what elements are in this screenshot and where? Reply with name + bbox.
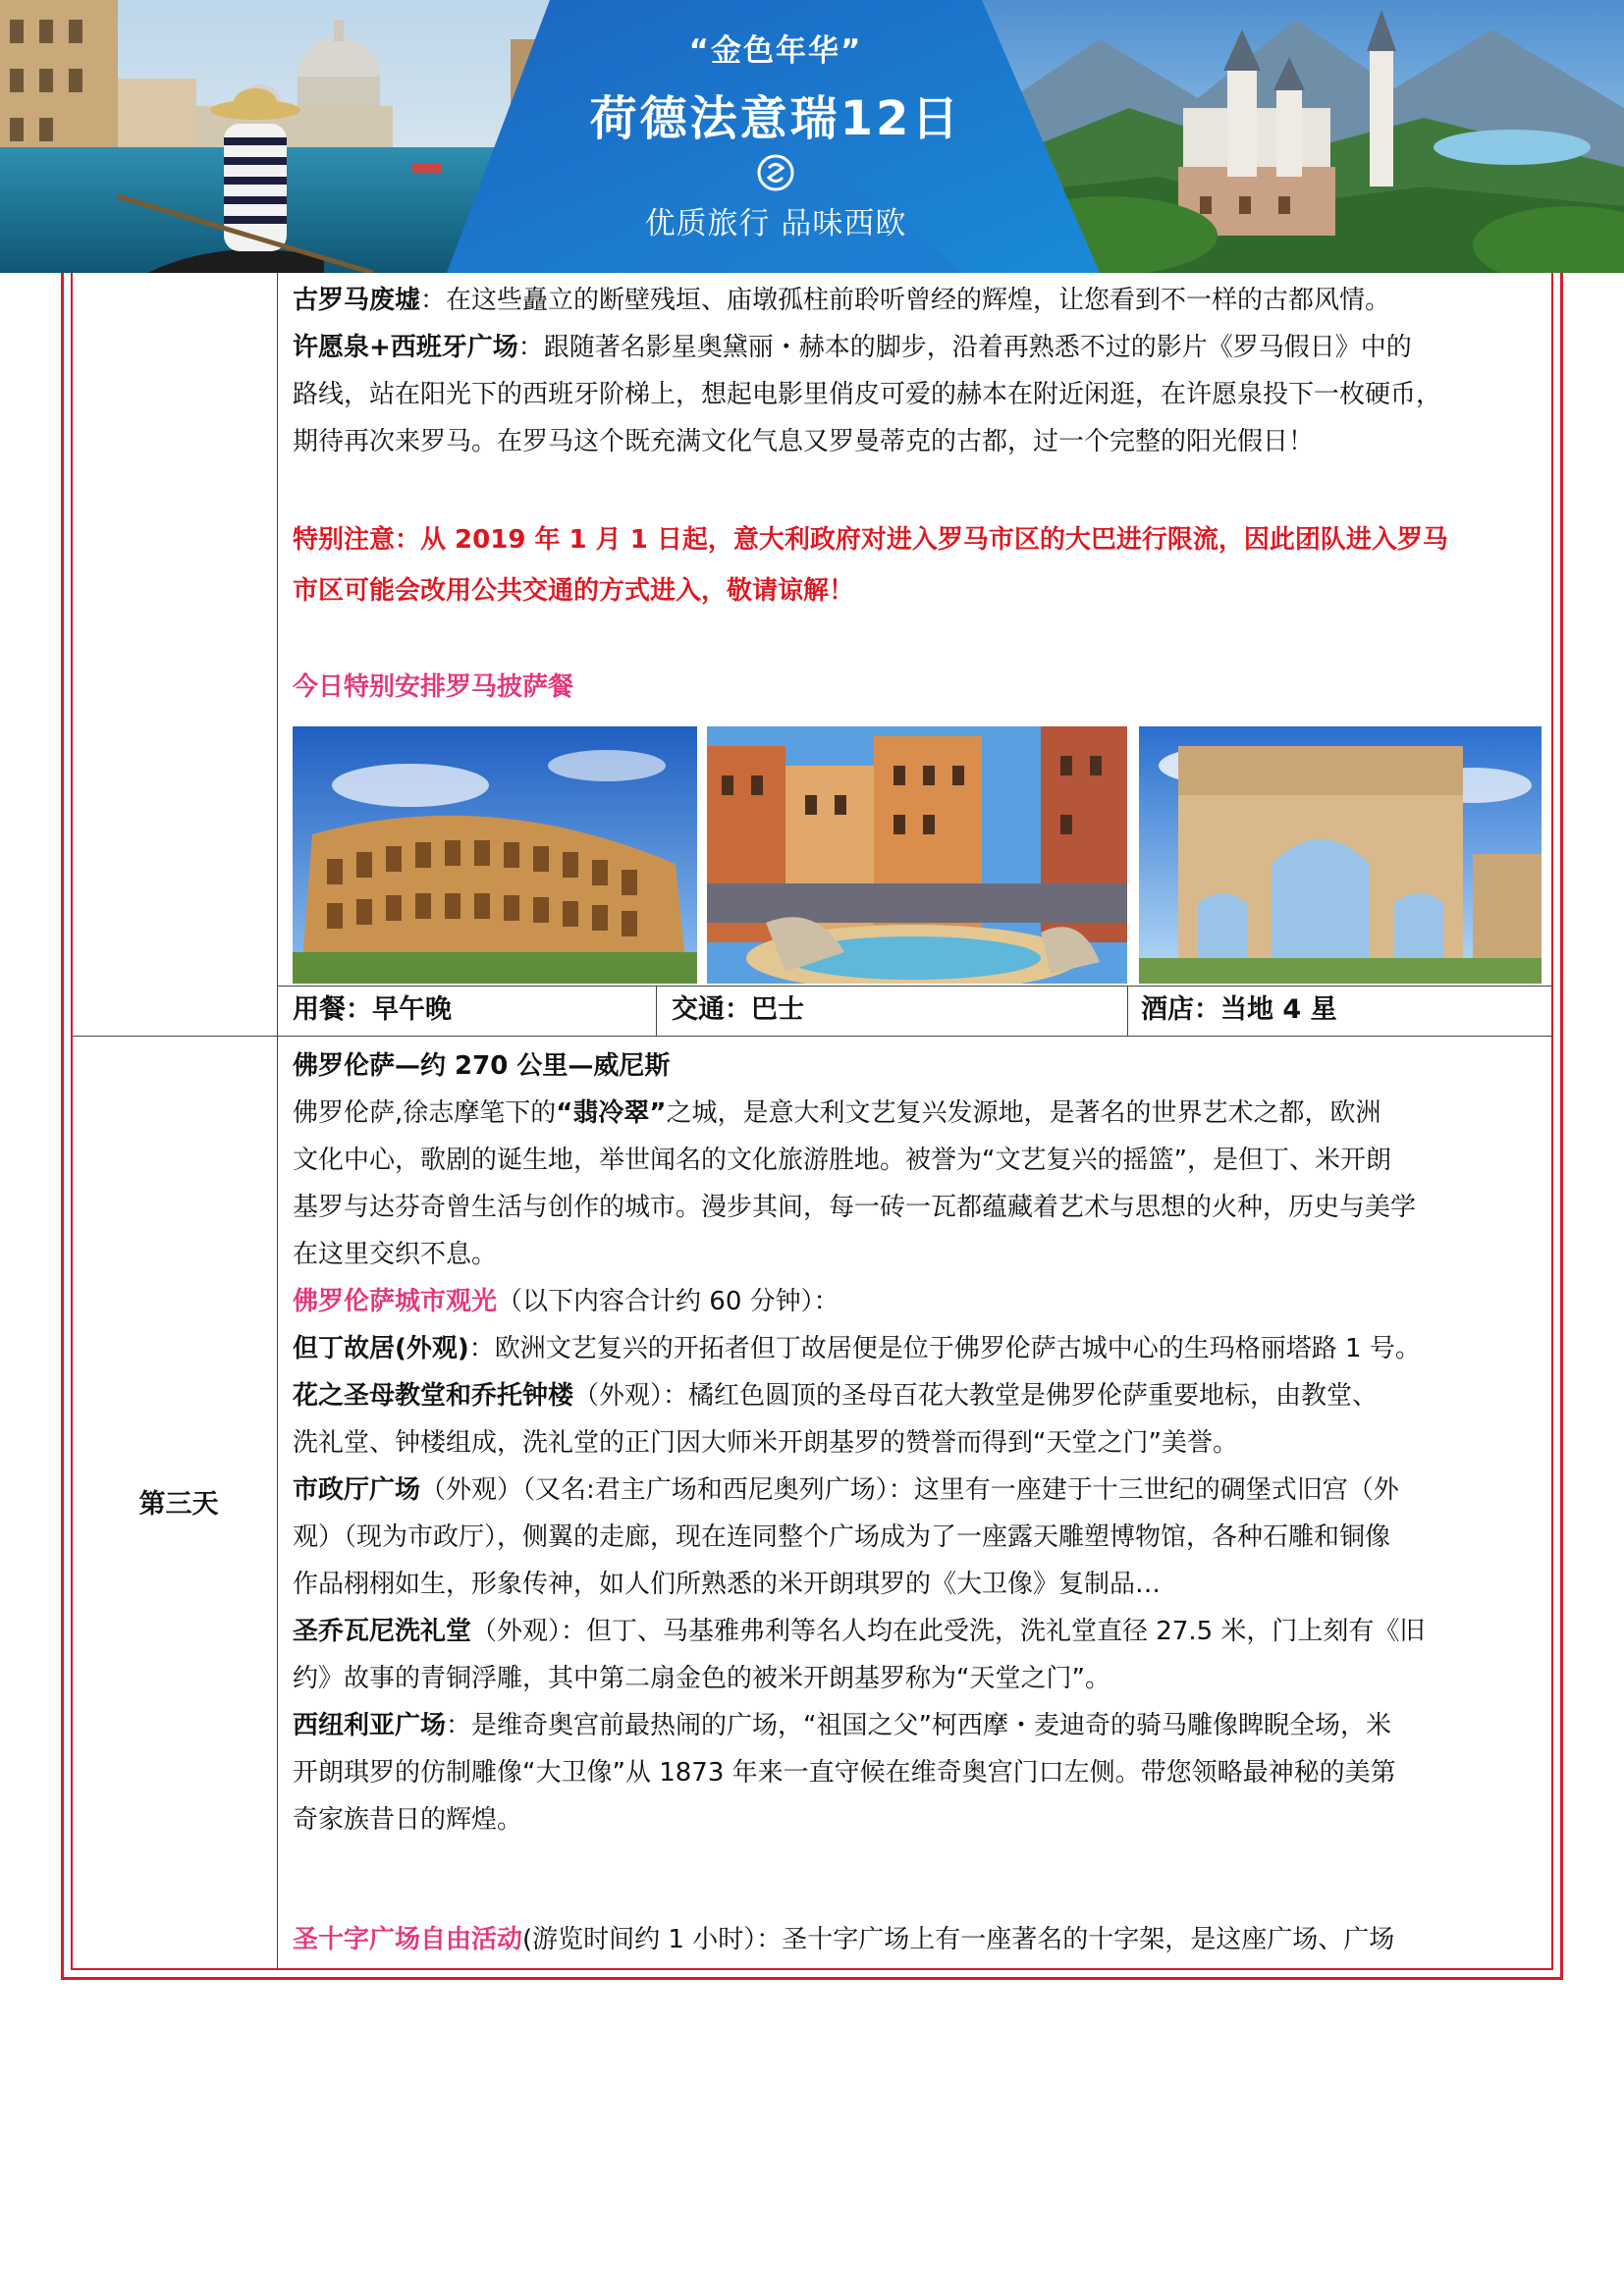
signoria-line3: 作品栩栩如生，形象传神，如人们所熟悉的米开朗琪罗的《大卫像》复制品… [293, 1570, 1162, 1599]
text-baptistery-1: （外观）：但丁、马基雅弗利等名人均在此受洗，洗礼堂直径 27.5 米，门上刻有《旧 [471, 1617, 1426, 1646]
florence-intro-line1 [293, 1090, 1542, 1137]
heading-santa-croce: 圣十字广场自由活动 [293, 1925, 523, 1954]
special-arrangement: 今日特别安排罗马披萨餐 [293, 672, 574, 702]
piazza-line2: 开朗琪罗的仿制雕像“大卫像”从 1873 年来一直守候在维奇奥宫门口左侧。带您领略最神秘的美第 [293, 1758, 1396, 1788]
table-divider-vertical [277, 273, 278, 1970]
day3-route: 佛罗伦萨—约 270 公里—威尼斯 [293, 1051, 671, 1081]
baptistery-line1 [293, 1608, 1542, 1655]
signoria-line1 [293, 1467, 1542, 1514]
hotel-info: 酒店：当地 4 星 [1141, 994, 1337, 1025]
banner-tagline: “金色年华” [688, 33, 863, 69]
text-florence-tour: （以下内容合计约 60 分钟）： [497, 1287, 839, 1316]
intro-text-a: 佛罗伦萨,徐志摩笔下的 [293, 1098, 557, 1128]
paragraph-trevi-line1 [293, 324, 1542, 371]
florence-intro-line3: 基罗与达芬奇曾生活与创作的城市。漫步其间，每一砖一瓦都蕴藏着艺术与思想的火种，历史与美学 [293, 1193, 1417, 1222]
table-rule-meals-top [277, 986, 1553, 987]
heading-duomo: 花之圣母教堂和乔托钟楼 [293, 1381, 574, 1411]
heading-roman-ruins: 古罗马废墟 [293, 286, 421, 315]
text-duomo-1: （外观）：橘红色圆顶的圣母百花大教堂是佛罗伦萨重要地标，由教堂、 [573, 1381, 1379, 1411]
signoria-line2: 观）（现为市政厅），侧翼的走廊，现在连同整个广场成为了一座露天雕塑博物馆，各种石雕和铜像 [293, 1522, 1391, 1552]
brand-logo-icon [530, 153, 1021, 192]
text-santa-croce: (游览时间约 1 小时）：圣十字广场上有一座著名的十字架，是这座广场、广场 [522, 1925, 1395, 1954]
text-trevi-line2: 路线，站在阳光下的西班牙阶梯上，想起电影里俏皮可爱的赫本在附近闲逛，在许愿泉投下一枚硬币， [293, 380, 1442, 409]
text-trevi-line3: 期待再次来罗马。在罗马这个既充满文化气息又罗曼蒂克的古都，过一个完整的阳光假日！ [293, 427, 1315, 456]
intro-highlight: “翡冷翠” [556, 1098, 667, 1128]
text-trevi-line1: ：跟随著名影星奥黛丽・赫本的脚步，沿着再熟悉不过的影片《罗马假日》中的 [517, 333, 1412, 362]
photo-colosseum [293, 726, 697, 984]
text-piazza-1: ：是维奇奥宫前最热闹的广场，“祖国之父”柯西摩・麦迪奇的骑马雕像睥睨全场，米 [446, 1711, 1391, 1740]
heading-signoria: 市政厅广场 [293, 1475, 421, 1505]
notice-line2: 市区可能会改用公共交通的方式进入，敬请谅解！ [293, 576, 855, 606]
table-divider-meal-2 [1127, 986, 1128, 1036]
paragraph-roman-ruins [293, 277, 1542, 324]
header-banner [0, 0, 1624, 273]
florence-tour [293, 1278, 1542, 1325]
heading-trevi-spanish-steps: 许愿泉+西班牙广场 [293, 333, 518, 362]
table-divider-meal-1 [656, 986, 657, 1036]
table-rule-day-separator [73, 1036, 1553, 1037]
florence-intro-line4: 在这里交织不息。 [293, 1240, 498, 1269]
meals-info: 用餐：早午晚 [293, 994, 452, 1025]
heading-piazza: 西纽利亚广场 [293, 1711, 447, 1740]
dante-house [293, 1325, 1542, 1372]
heading-dante-house: 但丁故居(外观) [293, 1334, 469, 1363]
heading-baptistery: 圣乔瓦尼洗礼堂 [293, 1617, 472, 1646]
florence-intro-line2: 文化中心，歌剧的诞生地，举世闻名的文化旅游胜地。被誉为“文艺复兴的摇篮”，是但丁、米开朗 [293, 1146, 1391, 1175]
photo-arch-of-constantine [1139, 726, 1542, 984]
santa-croce [293, 1916, 1542, 1963]
text-dante-house: ：欧洲文艺复兴的开拓者但丁故居便是位于佛罗伦萨古城中心的生玛格丽塔路 1 号。 [468, 1334, 1421, 1363]
banner-title: 荷德法意瑞12日 [589, 91, 962, 146]
piazza-line1 [293, 1702, 1542, 1749]
banner-subtitle: 优质旅行 品味西欧 [644, 206, 907, 241]
baptistery-line2: 约》故事的青铜浮雕，其中第二扇金色的被米开朗基罗称为“天堂之门”。 [293, 1664, 1110, 1693]
day-label: 第三天 [138, 1489, 219, 1520]
notice-line1: 特别注意：从 2019 年 1 月 1 日起，意大利政府对进入罗马市区的大巴进行限流，因此团队进入罗马 [293, 525, 1448, 555]
piazza-line3: 奇家族昔日的辉煌。 [293, 1805, 523, 1835]
duomo-line2: 洗礼堂、钟楼组成，洗礼堂的正门因大师米开朗基罗的赞誉而得到“天堂之门”美誉。 [293, 1428, 1238, 1458]
duomo-line1 [293, 1372, 1542, 1419]
text-roman-ruins: ：在这些矗立的断壁残垣、庙墩孤柱前聆听曾经的辉煌，让您看到不一样的古都风情。 [420, 286, 1391, 315]
photo-piazza-fountain [707, 726, 1127, 984]
intro-text-c: 之城，是意大利文艺复兴发源地，是著名的世界艺术之都，欧洲 [666, 1098, 1381, 1128]
transport-info: 交通：巴士 [672, 994, 804, 1025]
text-signoria-1: （外观）（又名:君主广场和西尼奥列广场）：这里有一座建于十三世纪的碉堡式旧宫（外 [420, 1475, 1399, 1505]
heading-florence-tour: 佛罗伦萨城市观光 [293, 1287, 498, 1316]
